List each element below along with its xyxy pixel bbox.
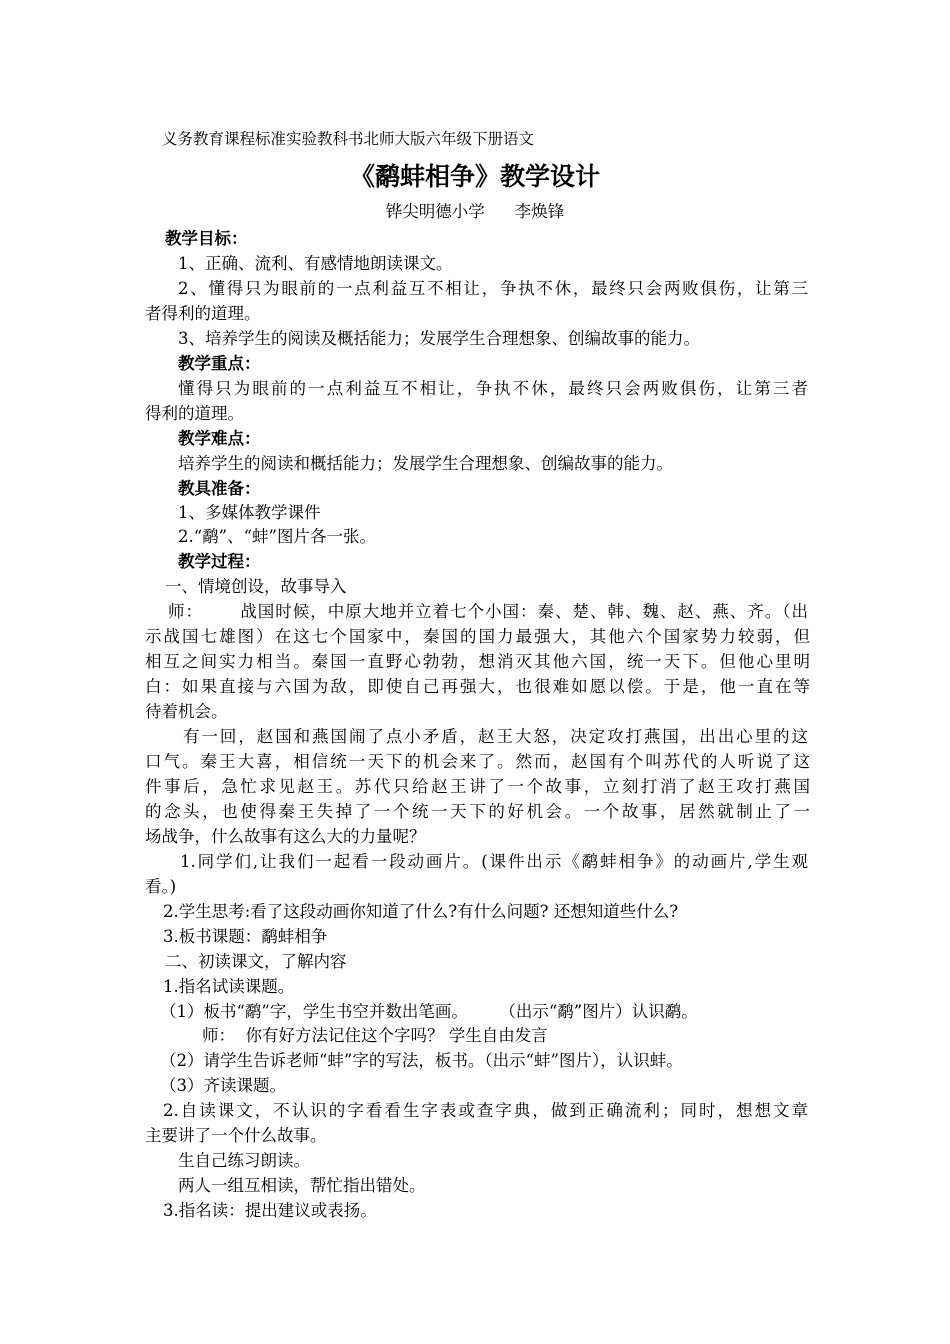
goals-heading: 教学目标： — [165, 229, 248, 248]
read-step-2-line-2: 主要讲了一个什么故事。 — [145, 1126, 327, 1145]
school-name: 铧尖明德小学 — [385, 202, 485, 221]
goal-2-line-2: 者得利的道理。 — [145, 304, 261, 323]
read-step-1-1: （1）板书“鹬”字，学生书空并数出笔画。 （出示“鹬”图片）认识鹬。 — [160, 1002, 698, 1021]
para-1-line-2: 示战国七雄图）在这七个国家中，秦国的国力最强大，其他六个国家势力较弱，但 — [145, 627, 810, 646]
author-line — [0, 200, 950, 224]
read-step-1-3: （3）齐读课题。 — [160, 1076, 286, 1095]
page-title: 《鹬蚌相争》教学设计 — [349, 162, 600, 191]
tool-2: 2.“鹬”、“蚌”图片各一张。 — [178, 527, 376, 546]
para-2-line-3: 件事后，急忙求见赵王。苏代只给赵王讲了一个故事，立刻打消了赵王攻打燕国 — [145, 777, 810, 796]
read-step-1: 1.指名试读课题。 — [163, 977, 295, 996]
author-name: 李焕锋 — [514, 202, 565, 221]
para-2-line-4: 的念头，也使得秦王失掉了一个统一天下的好机会。一个故事，居然就制止了一 — [145, 802, 810, 821]
tools-heading: 教具准备： — [178, 479, 261, 498]
para-1-line-5: 待着机会。 — [145, 702, 228, 721]
series-line: 义务教育课程标准实验教科书北师大版六年级下册语文 — [162, 130, 535, 148]
step-1-line-1: 1.同学们,让我们一起看一段动画片。(课件出示《鹬蚌相争》的动画片,学生观 — [180, 852, 808, 871]
read-step-1-2: （2）请学生告诉老师“蚌”字的写法，板书。（出示“蚌”图片），认识蚌。 — [160, 1051, 683, 1070]
step-2: 2.学生思考:看了这段动画你知道了什么?有什么问题? 还想知道些什么? — [163, 902, 679, 921]
step-3: 3.板书课题：鹬蚌相争 — [163, 927, 328, 946]
difficulty-text: 培养学生的阅读和概括能力；发展学生合理想象、创编故事的能力。 — [178, 454, 673, 473]
key-line-2: 得利的道理。 — [145, 404, 244, 423]
difficulty-heading: 教学难点： — [178, 429, 261, 448]
para-1-line-1: 师： 战国时候，中原大地并立着七个小国：秦、楚、韩、魏、赵、燕、齐。（出 — [168, 602, 808, 621]
key-line-1: 懂得只为眼前的一点利益互不相让，争执不休，最终只会两败俱伤，让第三者 — [178, 379, 808, 398]
read-step-2-pair: 两人一组互相读，帮忙指出错处。 — [178, 1176, 426, 1195]
tool-1: 1、多媒体教学课件 — [178, 503, 321, 522]
read-step-1-1-teacher: 师： 你有好方法记住这个字吗？ 学生自由发言 — [202, 1026, 548, 1045]
read-step-3: 3.指名读：提出建议或表扬。 — [163, 1201, 377, 1220]
para-2-line-1: 有一回，赵国和燕国闹了点小矛盾，赵王大怒，决定攻打燕国，出出心里的这 — [183, 727, 808, 746]
goal-3: 3、培养学生的阅读及概括能力；发展学生合理想象、创编故事的能力。 — [178, 329, 700, 348]
read-step-2-line-1: 2.自读课文，不认识的字看看生字表或查字典，做到正确流利；同时，想想文章 — [163, 1101, 808, 1120]
para-2-line-2: 口气。秦王大喜，相信统一天下的机会来了。然而，赵国有个叫苏代的人听说了这 — [145, 752, 810, 771]
goal-2-line-1: 2、懂得只为眼前的一点利益互不相让，争执不休，最终只会两败俱伤，让第三 — [178, 279, 808, 298]
para-1-line-3: 相互之间实力相当。秦国一直野心勃勃，想消灭其他六国，统一天下。但他心里明 — [145, 652, 810, 671]
key-heading: 教学重点： — [178, 354, 261, 373]
goal-1: 1、正确、流利、有感情地朗读课文。 — [178, 254, 453, 273]
para-2-line-5: 场战争，什么故事有这么大的力量呢？ — [145, 827, 426, 846]
read-step-2-practice: 生自己练习朗读。 — [178, 1151, 310, 1170]
para-1-line-4: 白：如果直接与六国为敌，即使自己再强大，也很难如愿以偿。于是，他一直在等 — [145, 677, 810, 696]
step-1-line-2: 看。) — [145, 877, 177, 896]
section-1-heading: 一、情境创设，故事导入 — [165, 577, 347, 596]
section-2-heading: 二、初读课文，了解内容 — [165, 952, 347, 971]
process-heading: 教学过程： — [178, 552, 261, 571]
